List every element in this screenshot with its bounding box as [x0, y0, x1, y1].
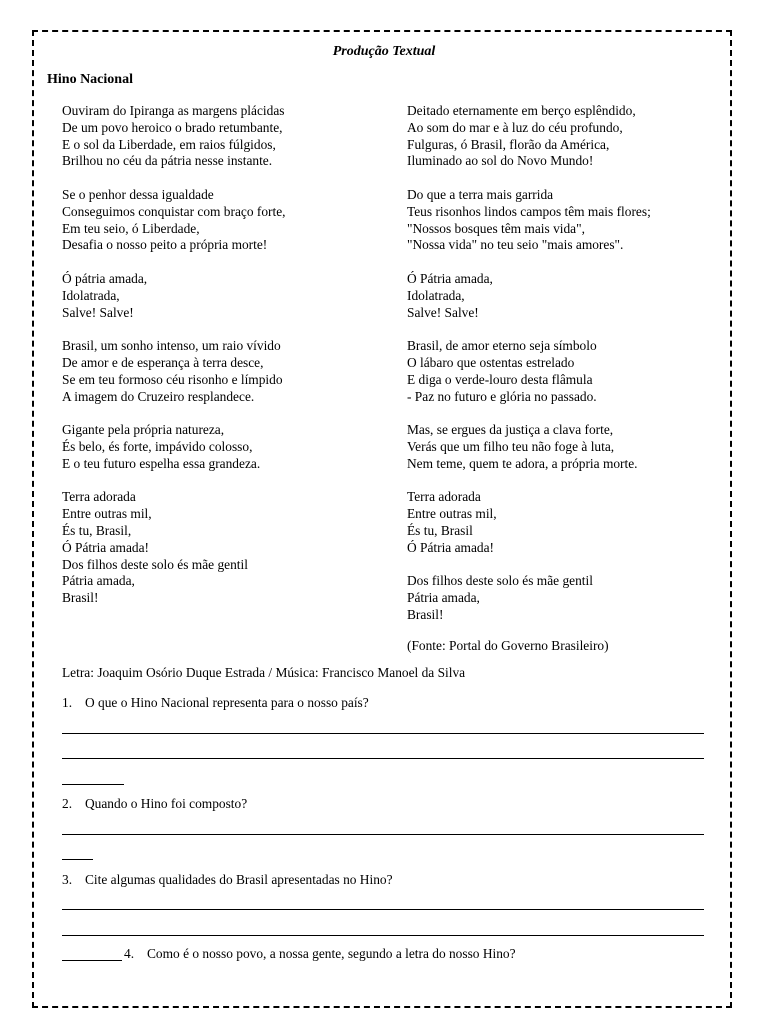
stanza — [407, 489, 737, 556]
lyric-line: Ó Pátria amada! — [407, 539, 494, 555]
lyric-line: Ó Pátria amada! — [62, 539, 149, 555]
lyric-line: Fulguras, ó Brasil, florão da América, — [407, 136, 610, 152]
lyric-line: Verás que um filho teu não foge à luta, — [407, 438, 615, 454]
lyric-line: Dos filhos deste solo és mãe gentil — [407, 573, 593, 589]
document-title: Produção Textual — [332, 44, 436, 59]
lyric-line: Se o penhor dessa igualdade — [62, 186, 214, 202]
lyric-line: Entre outras mil, — [62, 506, 152, 522]
lyric-line: O lábaro que ostentas estrelado — [407, 354, 575, 370]
stanza — [407, 338, 737, 405]
question-text: Quando o Hino foi composto? — [85, 796, 248, 811]
lyric-line: Nem teme, quem te adora, a própria morte. — [407, 455, 638, 471]
lyric-line: Deitado eternamente em berço esplêndido, — [407, 103, 636, 118]
stanza — [407, 187, 737, 254]
lyric-line: Teus risonhos lindos campos têm mais flores; — [407, 203, 651, 219]
lyrics-left-column — [62, 103, 392, 624]
question-number: 1. — [62, 695, 73, 710]
question-number: 4. — [124, 946, 135, 961]
lyric-line: A imagem do Cruzeiro resplandece. — [62, 388, 255, 404]
lyric-line: Entre outras mil, — [407, 506, 497, 522]
question-text: Cite algumas qualidades do Brasil apresentadas no Hino? — [85, 872, 393, 887]
answer-line[interactable] — [62, 834, 704, 835]
stanza — [407, 573, 737, 623]
answer-line[interactable] — [62, 859, 93, 860]
lyric-line: - Paz no futuro e glória no passado. — [407, 388, 597, 404]
answer-line[interactable] — [62, 960, 122, 961]
stanza — [62, 187, 392, 254]
lyric-line: E diga o verde-louro desta flâmula — [407, 371, 593, 387]
lyric-line: Brasil, um sonho intenso, um raio vívido — [62, 338, 281, 354]
lyric-line: Brasil, de amor eterno seja símbolo — [407, 338, 597, 354]
lyric-line: Pátria amada, — [407, 590, 480, 606]
lyric-line: Mas, se ergues da justiça a clava forte, — [407, 422, 614, 438]
stanza — [62, 338, 392, 405]
lyric-line: Conseguimos conquistar com braço forte, — [62, 203, 286, 219]
lyric-line: E o teu futuro espelha essa grandeza. — [62, 455, 261, 471]
question-1 — [62, 695, 369, 711]
lyric-line: Gigante pela própria natureza, — [62, 422, 225, 438]
stanza — [62, 489, 392, 607]
question-text: O que o Hino Nacional representa para o nosso país? — [85, 695, 369, 710]
lyric-line: Ó Pátria amada, — [407, 270, 493, 286]
lyric-line: És tu, Brasil — [407, 522, 473, 538]
lyric-line: Salve! Salve! — [407, 304, 479, 320]
author-credits: Letra: Joaquim Osório Duque Estrada / Música: Francisco Manoel da Silva — [62, 665, 466, 680]
lyric-line: Terra adorada — [62, 489, 136, 505]
lyric-line: Iluminado ao sol do Novo Mundo! — [407, 153, 594, 169]
question-text: Como é o nosso povo, a nossa gente, segundo a letra do nosso Hino? — [147, 946, 516, 961]
stanza — [407, 422, 737, 472]
answer-line[interactable] — [62, 784, 124, 785]
stanza — [62, 271, 392, 321]
question-number: 2. — [62, 796, 73, 811]
lyric-line: E o sol da Liberdade, em raios fúlgidos, — [62, 136, 276, 152]
lyric-line: Dos filhos deste solo és mãe gentil — [62, 556, 248, 572]
stanza — [62, 422, 392, 472]
lyric-line: Ó pátria amada, — [62, 270, 148, 286]
lyric-line: Brilhou no céu da pátria nesse instante. — [62, 153, 273, 169]
stanza — [62, 103, 392, 170]
answer-line[interactable] — [62, 758, 704, 759]
answer-line[interactable] — [62, 733, 704, 734]
question-3 — [62, 872, 393, 888]
stanza — [407, 103, 737, 170]
lyric-line: "Nossos bosques têm mais vida", — [407, 220, 585, 236]
lyric-line: Brasil! — [62, 590, 99, 606]
question-4 — [124, 946, 516, 962]
lyric-line: Ao som do mar e à luz do céu profundo, — [407, 119, 623, 135]
answer-line[interactable] — [62, 909, 704, 910]
lyric-line: És tu, Brasil, — [62, 522, 132, 538]
lyric-line: Terra adorada — [407, 489, 481, 505]
lyric-line: "Nossa vida" no teu seio "mais amores". — [407, 237, 624, 253]
lyric-line: De amor e de esperança à terra desce, — [62, 354, 264, 370]
source-note: (Fonte: Portal do Governo Brasileiro) — [407, 638, 609, 653]
stanza — [407, 271, 737, 321]
lyric-line: Ouviram do Ipiranga as margens plácidas — [62, 103, 285, 118]
lyric-line: Desafia o nosso peito a própria morte! — [62, 237, 268, 253]
lyric-line: Salve! Salve! — [62, 304, 134, 320]
section-title: Hino Nacional — [47, 72, 133, 87]
lyric-line: Em teu seio, ó Liberdade, — [62, 220, 200, 236]
question-number: 3. — [62, 872, 73, 887]
lyric-line: De um povo heroico o brado retumbante, — [62, 119, 283, 135]
answer-line[interactable] — [62, 935, 704, 936]
lyric-line: Pátria amada, — [62, 573, 135, 589]
lyric-line: Se em teu formoso céu risonho e límpido — [62, 371, 283, 387]
lyric-line: Idolatrada, — [407, 287, 465, 303]
lyric-line: Do que a terra mais garrida — [407, 186, 554, 202]
lyric-line: Brasil! — [407, 606, 444, 622]
lyric-line: Idolatrada, — [62, 287, 120, 303]
lyric-line: És belo, és forte, impávido colosso, — [62, 438, 253, 454]
question-2 — [62, 796, 247, 812]
lyrics-right-column — [407, 103, 737, 641]
